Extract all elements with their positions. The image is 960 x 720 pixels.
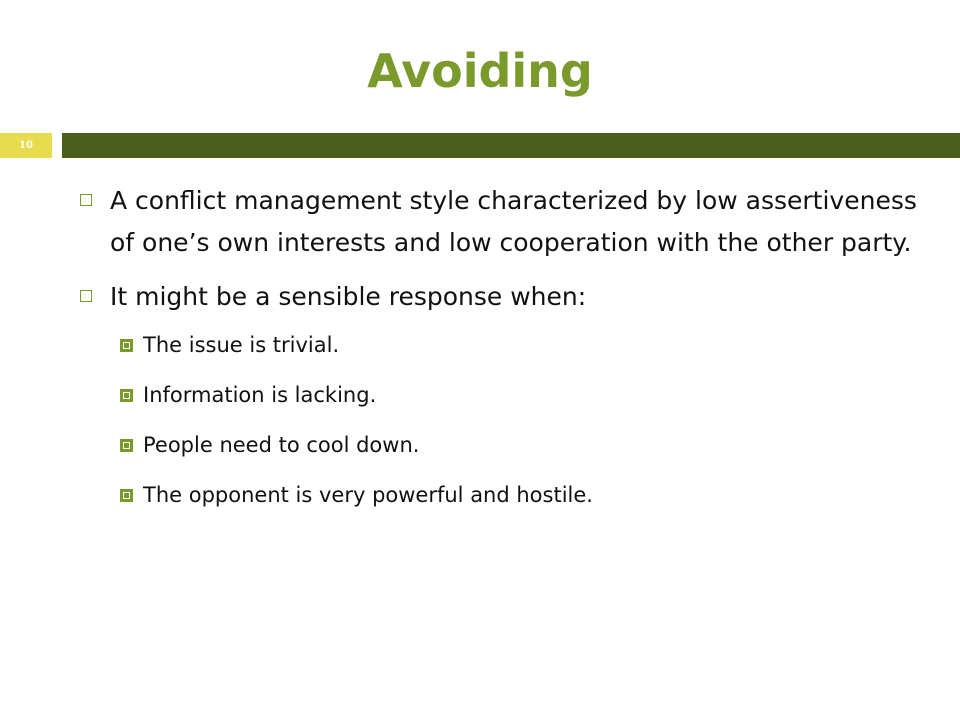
- sub-bullet-text: The issue is trivial.: [143, 333, 340, 357]
- hollow-square-bullet-icon: [80, 194, 92, 206]
- sub-bullet-text: Information is lacking.: [143, 383, 377, 407]
- filled-square-bullet-icon: [120, 439, 133, 452]
- sub-bullet-list: [76, 330, 936, 510]
- filled-square-bullet-icon: [120, 339, 133, 352]
- sub-bullet-text: The opponent is very powerful and hostile.: [143, 483, 593, 507]
- sub-bullet-item: [116, 480, 936, 510]
- header-divider-bar: [62, 133, 960, 158]
- bullet-text: It might be a sensible response when:: [110, 282, 587, 311]
- sub-bullet-item: [116, 330, 936, 360]
- bullet-text: A conflict management style characterized by low assertiveness of one’s own interests and low cooperation with the other party.: [110, 186, 917, 257]
- filled-square-bullet-icon: [120, 389, 133, 402]
- sub-bullet-text: People need to cool down.: [143, 433, 420, 457]
- sub-bullet-item: [116, 380, 936, 410]
- bullet-sensible-response: [76, 276, 936, 318]
- slide-title: Avoiding: [367, 44, 593, 98]
- slide-body: [76, 180, 936, 530]
- filled-square-bullet-icon: [120, 489, 133, 502]
- sub-bullet-item: [116, 430, 936, 460]
- slide-number-badge: [0, 133, 52, 158]
- hollow-square-bullet-icon: [80, 290, 92, 302]
- bullet-definition: [76, 180, 936, 264]
- slide-number: 10: [19, 140, 33, 151]
